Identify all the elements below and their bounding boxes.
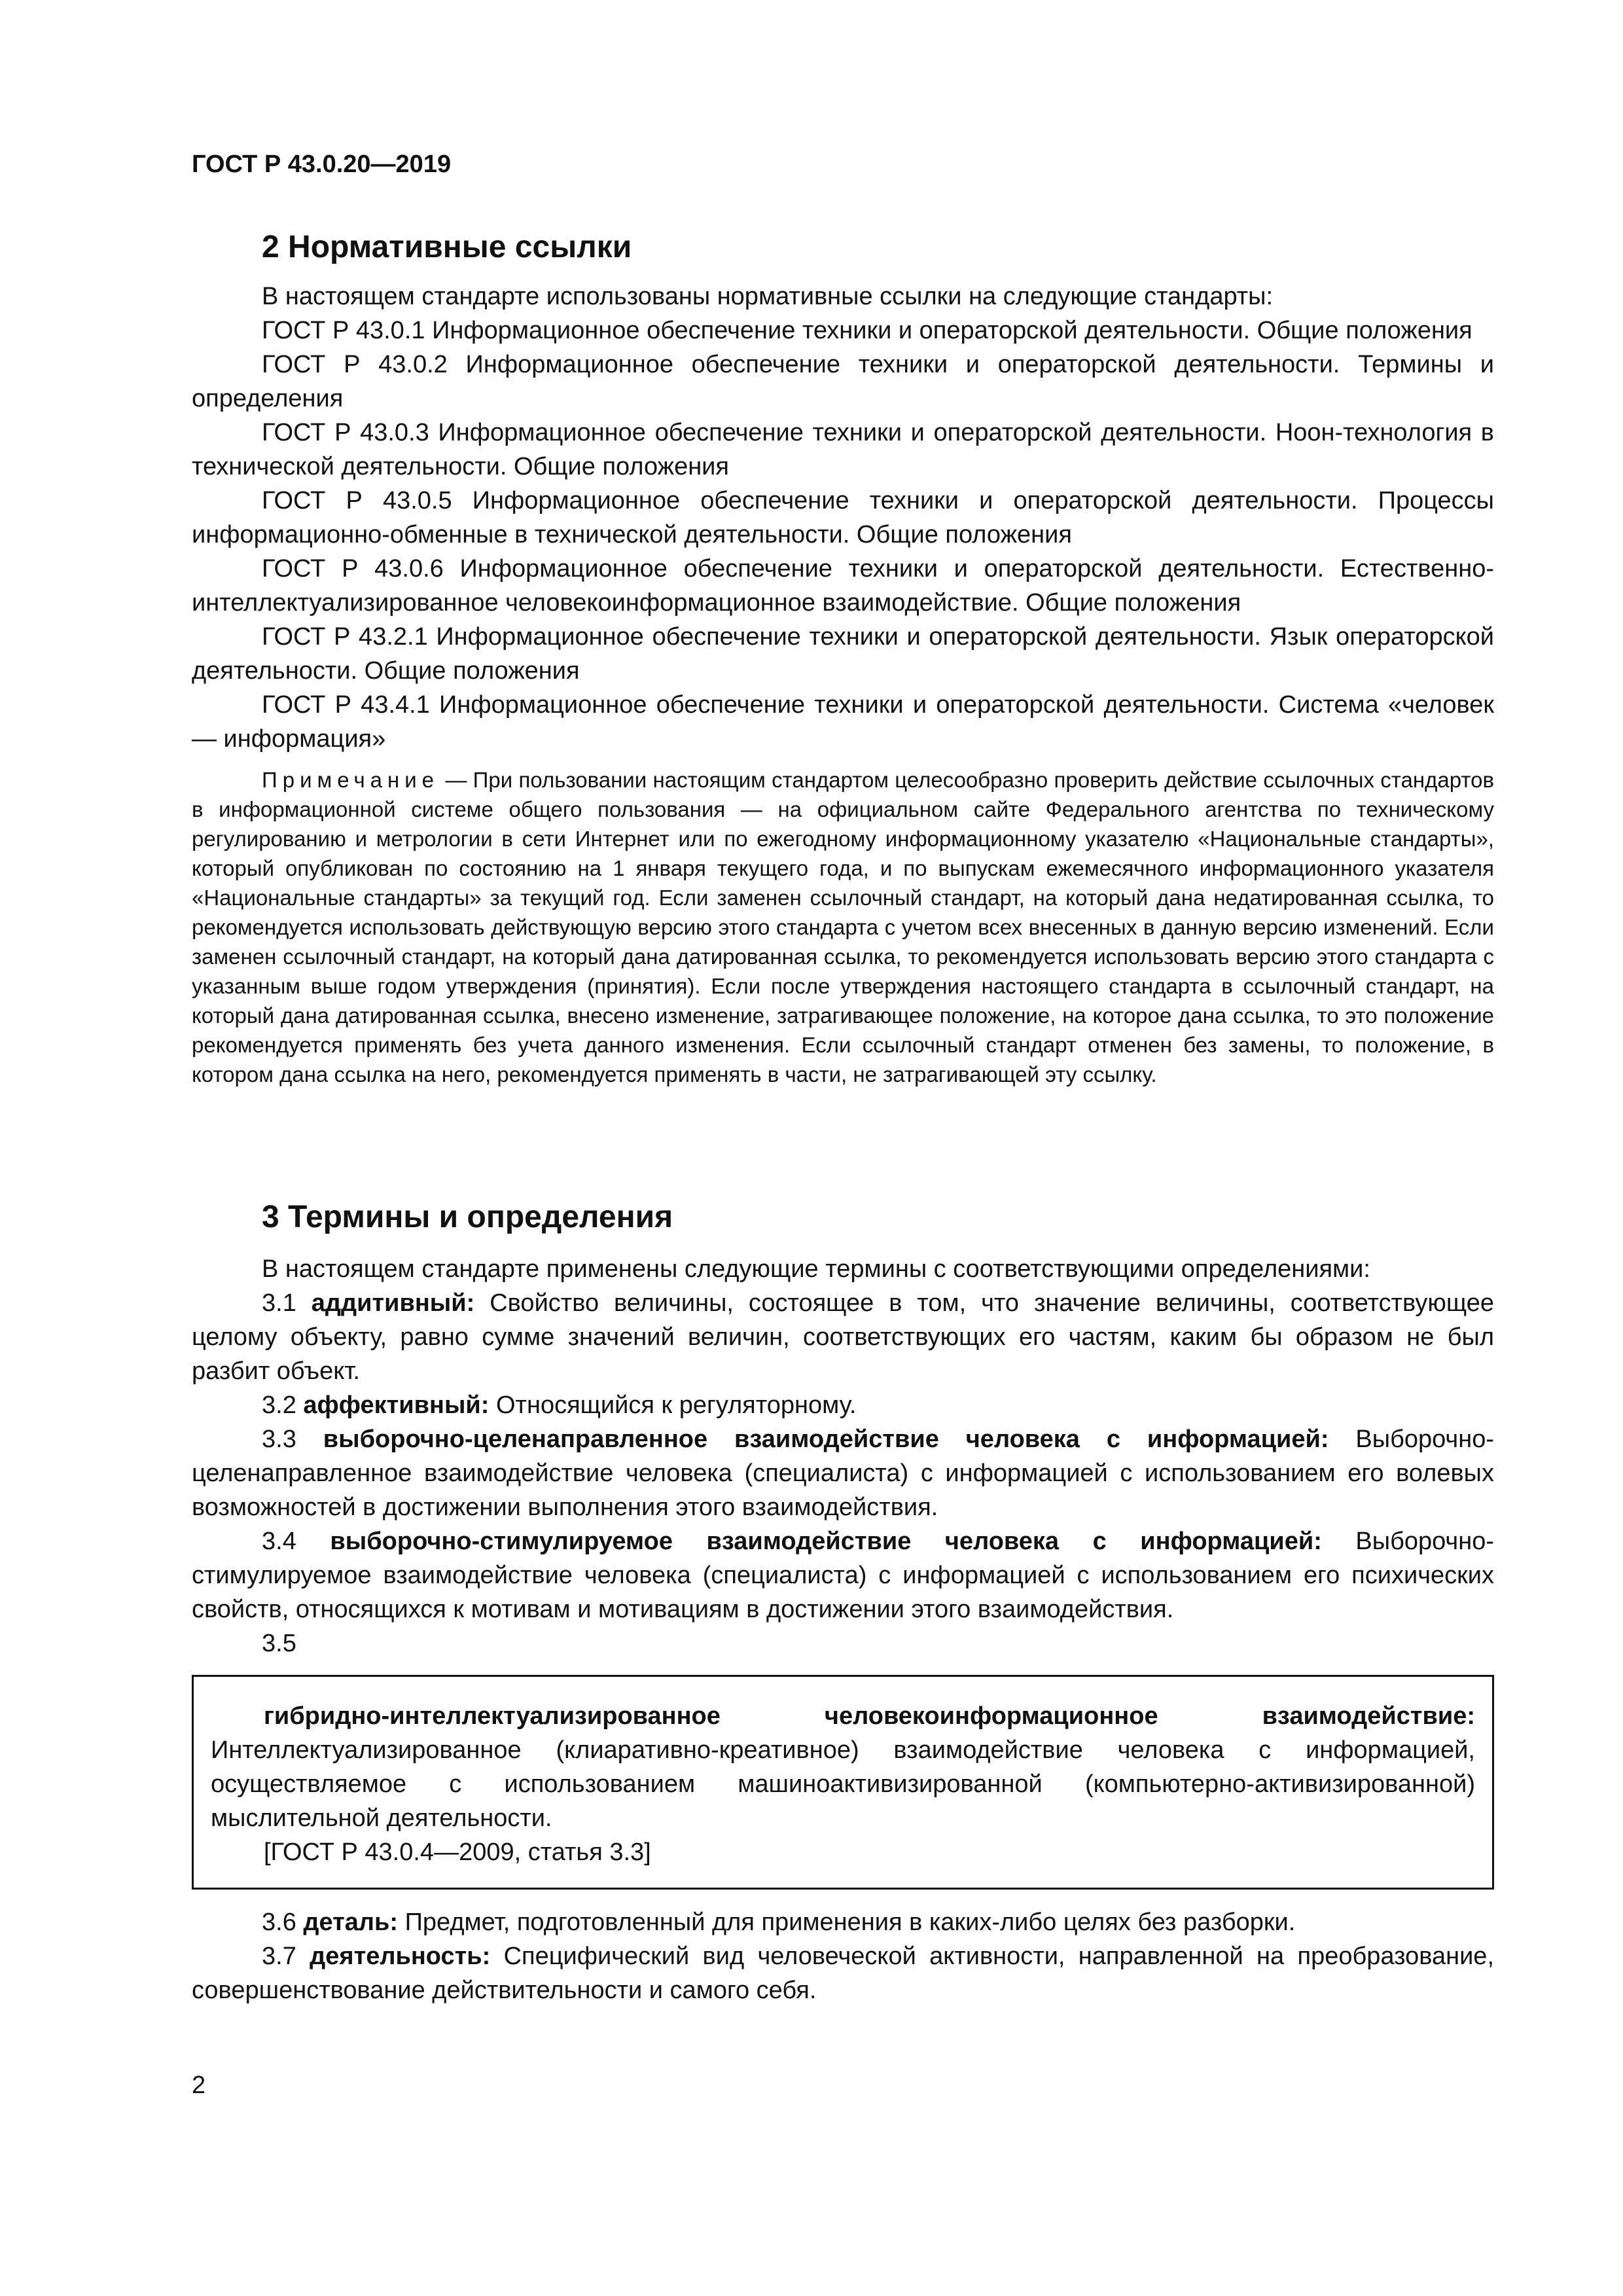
term-definition: Интеллектуализированное (клиаративно-креативное) взаимодействие человека с информацией, осуществляемое с использованием машиноактивизированной (компьютерно-активизированной) мыслительной деятельности. (211, 1736, 1475, 1832)
reference-item: ГОСТ Р 43.4.1 Информационное обеспечение техники и операторской деятельности. Система «человек — информация» (192, 691, 1494, 753)
term-definition: Свойство величины, состоящее в том, что значение величины, соответствующее целому объекту, равно сумме значений величин, соответствующих его частям, каким бы образом не был разбит объект. (192, 1289, 1494, 1385)
note-text: — При пользовании настоящим стандартом целесообразно проверить действие ссылочных стандартов в информационной системе общего пользования — на официальном сайте Федерального агентства по техническому регулированию и метрологии в сети Интернет или по ежегодному информационному указателю «Национальные стандарты», который опубликован по состоянию на 1 января текущего года, и по выпускам ежемесячного информационного указателя «Национальные стандарты» за текущий год. Если заменен ссылочный стандарт, на который дана недатированная ссылка, то рекомендуется использовать действующую версию этого стандарта с учетом всех внесенных в данную версию изменений. Если заменен ссылочный стандарт, на который дана датированная ссылка, то рекомендуется использовать версию этого стандарта с указанным выше годом утверждения (принятия). Если после утверждения настоящего стандарта в ссылочный стандарт, на который дана датированная ссылка, внесено изменение, затрагивающее положение, на которое дана ссылка, то это положение рекомендуется применять без учета данного изменения. Если ссылочный стандарт отменен без замены, то положение, в котором дана ссылка на него, рекомендуется применять в части, не затрагивающей эту ссылку. (192, 768, 1494, 1086)
section-2-intro: В настоящем стандарте использованы нормативные ссылки на следующие стандарты: (262, 283, 1274, 310)
term-name: аддитивный: (311, 1289, 475, 1317)
quoted-term-box (192, 1675, 1494, 1890)
term-entry: 3.7 деятельность: Специфический вид человеческой активности, направленной на преобразование, совершенствование действительности и самого себя. (192, 1943, 1494, 2004)
reference-item: ГОСТ Р 43.2.1 Информационное обеспечение техники и операторской деятельности. Язык операторской деятельности. Общие положения (192, 623, 1494, 685)
term-name: выборочно-стимулируемое взаимодействие человека с информацией: (330, 1528, 1322, 1555)
note-label: Примечание (262, 768, 440, 792)
term-name: деталь: (303, 1909, 399, 1936)
term-number: 3.5 (262, 1630, 296, 1657)
term-name: деятельность: (310, 1943, 491, 1970)
term-definition: Выборочно-целенаправленное взаимодействие человека (специалиста) с информацией с использованием его волевых возможностей в достижении выполнения этого взаимодействия. (192, 1426, 1494, 1521)
term-entry: 3.3 выборочно-целенаправленное взаимодействие человека с информацией: Выборочно-целенаправленное взаимодействие человека (специалиста) с информацией с использованием его волевых возможностей в достижении выполнения этого взаимодействия. (192, 1426, 1494, 1521)
section-normative-references (192, 224, 1494, 1089)
note-paragraph (192, 765, 1494, 1089)
document-code-header: ГОСТ Р 43.0.20—2019 (192, 151, 452, 178)
term-entry (211, 1699, 1475, 1835)
term-entry: 3.1 аддитивный: Свойство величины, состоящее в том, что значение величины, соответствующее целому объекту, равно сумме значений величин, соответствующих его частям, каким бы образом не был разбит объект. (192, 1289, 1494, 1385)
term-definition: Специфический вид человеческой активности, направленной на преобразование, совершенствование действительности и самого себя. (192, 1943, 1494, 2004)
term-entry: 3.6 деталь: Предмет, подготовленный для применения в каких-либо целях без разборки. (262, 1909, 1296, 1936)
page-number: 2 (192, 2072, 206, 2099)
term-source-reference: [ГОСТ Р 43.0.4—2009, статья 3.3] (264, 1839, 651, 1866)
term-definition: Предмет, подготовленный для применения в каких-либо целях без разборки. (398, 1909, 1296, 1936)
term-name: гибридно-интеллектуализированное человекоинформационное взаимодействие: (264, 1702, 1475, 1730)
section-3-intro: В настоящем стандарте применены следующие термины с соответствующими определениями: (262, 1255, 1370, 1283)
section-2-title: 2 Нормативные ссылки (262, 230, 632, 264)
term-entry: 3.2 аффективный: Относящийся к регуляторному. (262, 1391, 857, 1419)
reference-item: ГОСТ Р 43.0.6 Информационное обеспечение техники и операторской деятельности. Естественно-интеллектуализированное человекоинформационное взаимодействие. Общие положения (192, 555, 1494, 617)
reference-item: ГОСТ Р 43.0.5 Информационное обеспечение техники и операторской деятельности. Процессы информационно-обменные в технической деятельности. Общие положения (192, 487, 1494, 548)
section-3-title: 3 Термины и определения (262, 1200, 673, 1234)
reference-item: ГОСТ Р 43.0.1 Информационное обеспечение техники и операторской деятельности. Общие положения (262, 317, 1472, 344)
reference-item: ГОСТ Р 43.0.3 Информационное обеспечение техники и операторской деятельности. Ноон-технология в технической деятельности. Общие положения (192, 419, 1494, 480)
term-definition: Выборочно-стимулируемое взаимодействие человека (специалиста) с информацией с использованием его психических свойств, относящихся к мотивам и мотивациям в достижении этого взаимодействия. (192, 1528, 1494, 1623)
term-name: аффективный: (303, 1391, 490, 1419)
term-name: выборочно-целенаправленное взаимодействие человека с информацией: (323, 1426, 1329, 1453)
reference-item: ГОСТ Р 43.0.2 Информационное обеспечение техники и операторской деятельности. Термины и определения (192, 351, 1494, 412)
term-entry: 3.4 выборочно-стимулируемое взаимодействие человека с информацией: Выборочно-стимулируемое взаимодействие человека (специалиста) с информацией с использованием его психических свойств, относящихся к мотивам и мотивациям в достижении этого взаимодействия. (192, 1528, 1494, 1623)
term-definition: Относящийся к регуляторному. (489, 1391, 857, 1419)
section-terms-definitions (192, 1194, 1494, 2007)
